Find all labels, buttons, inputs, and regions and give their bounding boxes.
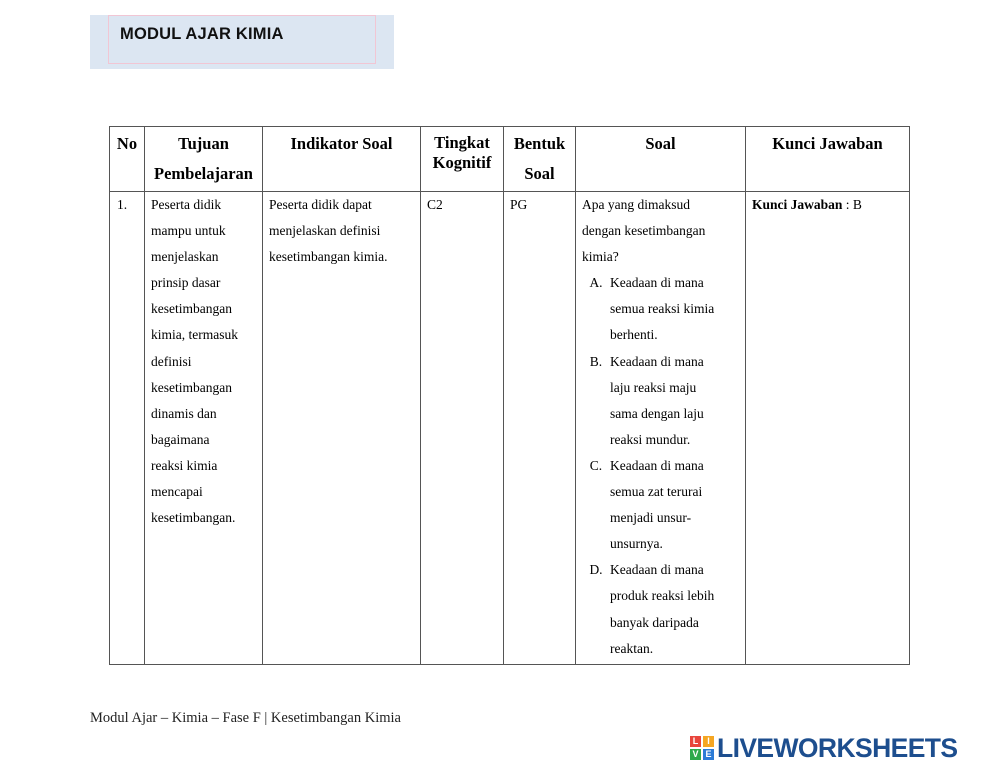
option-item xyxy=(582,270,740,348)
option-letter: A. xyxy=(589,275,603,291)
tujuan-line: kesetimbangan xyxy=(151,379,232,395)
option-text: Keadaan di mana laju reaksi maju sama dengan laju reaksi mundur. xyxy=(610,353,704,447)
table-row xyxy=(110,192,910,665)
module-header xyxy=(90,15,394,69)
option-letter: C. xyxy=(589,457,603,473)
logo-square: I xyxy=(703,736,714,747)
option-item xyxy=(582,557,740,661)
question-text xyxy=(582,192,740,270)
cell-tujuan xyxy=(145,192,263,665)
page-title: MODUL AJAR KIMIA xyxy=(120,25,284,43)
tujuan-line: definisi xyxy=(151,353,192,369)
option-text: Keadaan di mana semua reaksi kimia berhenti. xyxy=(610,275,715,343)
question-table xyxy=(109,126,910,665)
logo-square: E xyxy=(703,749,714,760)
tujuan-line: kesetimbangan. xyxy=(151,510,236,526)
header-bentuk: Bentuk Soal xyxy=(504,127,576,192)
cell-indikator xyxy=(263,192,421,665)
option-item xyxy=(582,349,740,453)
option-text: Keadaan di mana semua zat terurai menjadi unsur- unsurnya. xyxy=(610,457,704,552)
question-line: kimia? xyxy=(582,249,619,265)
cell-soal xyxy=(576,192,746,665)
header-kunci: Kunci Jawaban xyxy=(746,127,910,192)
cell-no: 1. xyxy=(110,192,145,665)
tujuan-line: bagaimana xyxy=(151,431,210,447)
logo-text: LIVEWORKSHEETS xyxy=(717,732,958,763)
indikator-line: kesetimbangan kimia. xyxy=(269,249,388,265)
indikator-line: menjelaskan definisi xyxy=(269,223,381,239)
logo-square: L xyxy=(690,736,701,747)
cell-tingkat: C2 xyxy=(421,192,504,665)
tujuan-line: reaksi kimia xyxy=(151,457,218,473)
kunci-value: : B xyxy=(842,197,862,212)
options-list xyxy=(582,270,740,661)
header-tingkat: Tingkat Kognitif xyxy=(421,127,504,192)
logo-icon xyxy=(690,736,714,760)
cell-kunci xyxy=(746,192,910,665)
kunci-label: Kunci Jawaban xyxy=(752,197,843,212)
option-letter: B. xyxy=(589,353,603,369)
tujuan-line: mampu untuk xyxy=(151,223,226,239)
tujuan-line: mencapai xyxy=(151,484,203,500)
option-letter: D. xyxy=(589,562,603,578)
header-frame xyxy=(108,15,376,64)
indikator-line: Peserta didik dapat xyxy=(269,197,372,212)
tujuan-line: menjelaskan xyxy=(151,249,219,265)
liveworksheets-logo xyxy=(690,732,957,764)
tujuan-line: Peserta didik xyxy=(151,197,222,212)
footer-text: Modul Ajar – Kimia – Fase F | Kesetimbangan Kimia xyxy=(90,710,401,726)
table-header-row xyxy=(110,127,910,192)
header-indikator: Indikator Soal xyxy=(263,127,421,192)
cell-bentuk: PG xyxy=(504,192,576,665)
question-line: Apa yang dimaksud xyxy=(582,197,690,212)
header-no: No xyxy=(110,127,145,192)
tujuan-line: kimia, termasuk xyxy=(151,327,238,343)
header-tujuan: Tujuan Pembelajaran xyxy=(145,127,263,192)
logo-square: V xyxy=(690,749,701,760)
option-text: Keadaan di mana produk reaksi lebih banyak daripada reaktan. xyxy=(610,562,715,656)
tujuan-line: kesetimbangan xyxy=(151,301,232,317)
tujuan-line: prinsip dasar xyxy=(151,275,221,291)
question-line: dengan kesetimbangan xyxy=(582,223,706,239)
header-soal: Soal xyxy=(576,127,746,192)
tujuan-line: dinamis dan xyxy=(151,405,217,421)
option-item xyxy=(582,453,740,557)
